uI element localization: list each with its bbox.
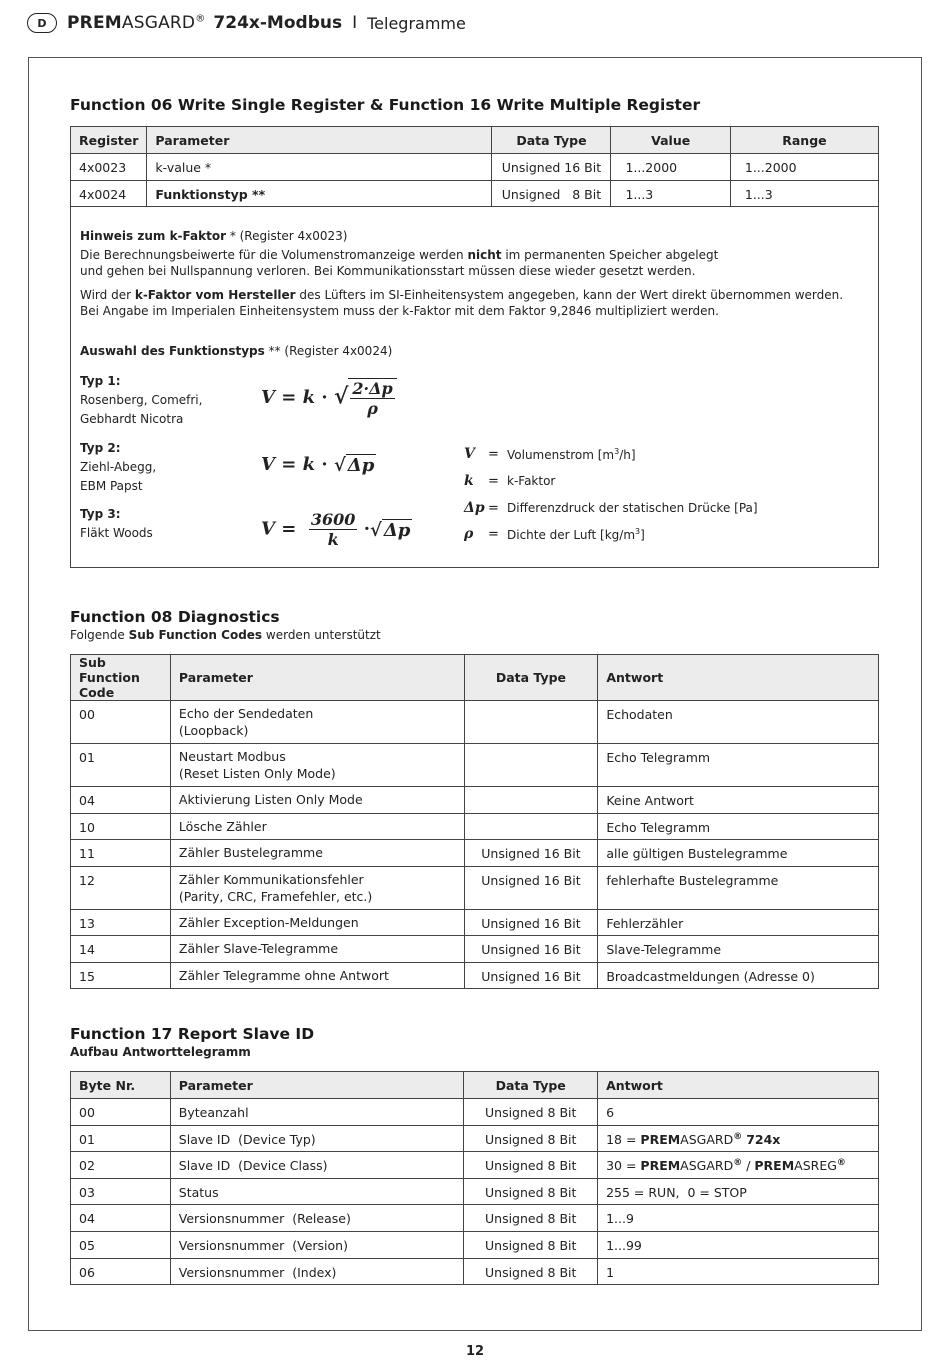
table-row (71, 909, 879, 936)
cell-code: 11 (71, 840, 171, 867)
brand-mark: PREMASGARD® (640, 1131, 743, 1147)
table-row (71, 813, 879, 840)
cell-answer: Fehlerzähler (598, 909, 879, 936)
parameter-line: Echo der Sendedaten (178, 706, 314, 721)
cell-parameter (170, 936, 464, 963)
table-row (71, 1152, 879, 1179)
cell-answer: Slave-Telegramme (598, 936, 879, 963)
cell-data-type: Unsigned 16 Bit (464, 840, 598, 867)
formula-type-3: V = $\frac{3600}{k}$ ·√ Δp (261, 510, 411, 549)
col-register: Register (71, 127, 147, 154)
section-name: Telegramme (367, 13, 466, 33)
cell-parameter: k-value * (147, 154, 492, 181)
type-2-block: Typ 2: Ziehl-Abegg, EBM Papst (80, 441, 157, 493)
table-row (71, 1205, 879, 1232)
cell-parameter (170, 909, 464, 936)
cell-data-type (464, 787, 598, 814)
model-name: 724x-Modbus (213, 13, 343, 33)
cell-answer: 6 (598, 1099, 879, 1126)
cell-data-type: Unsigned 16 Bit (464, 909, 598, 936)
f06-header-row (71, 127, 879, 154)
cell-byte: 05 (71, 1231, 171, 1258)
f06-notes-box: Hinweis zum k-Faktor * (Register 4x0023) Die Berechnungsbeiwerte für die Volumenstromanzeige werden nicht im permanenten Speicher abgelegt und gehen bei Nullspannung verloren. Bei Kommunikationsstart müssen diese wieder gesetzt werden. Wird der k-Faktor vom Hersteller des Lüfters im SI-Einheitensystem angegeben, kann der Wert direkt übernommen werden. Bei Angabe im Imperialen Einheitensystem muss der k-Faktor mit dem Faktor 9,2846 multipliziert werden. Auswahl des Funktionstyps ** (Register 4x0024) Typ 1: Rosenberg, Comefri, Gebhardt Nicotra Typ 2: Ziehl-Abegg, EBM Papst Typ 3: Fläkt Woods V = k · √ $\frac{2\cdot\Delta p}{\rho}$ V = k · √ Δp V = $\frac{3600}{k}$ ·√ Δp V = Volumenstrom $[m^3/h]$ k = k-Faktor Δp = Differenzdruck der statischen Drücke [Pa] ρ = Dichte der Luft $[kg/m^3]$ (70, 206, 879, 568)
cell-data-type (464, 701, 598, 744)
cell-data-type: Unsigned 8 Bit (464, 1099, 598, 1126)
parameter-line: Lösche Zähler (178, 818, 267, 834)
page-number: 12 (465, 1344, 485, 1359)
cell-parameter: Versionsnummer (Release) (170, 1205, 464, 1232)
cell-answer: Broadcastmeldungen (Adresse 0) (598, 962, 879, 989)
type-1-block: Typ 1: Rosenberg, Comefri, Gebhardt Nicotra (80, 374, 203, 426)
legend-text-rho: Dichte der Luft $[kg/m^3]$ (507, 527, 645, 542)
table-row (71, 744, 879, 787)
cell-register: 4x0023 (71, 154, 147, 181)
formula-type-2: V = k · √ Δp (261, 454, 375, 476)
cell-parameter (170, 840, 464, 867)
table-row (71, 1258, 879, 1285)
brand-mark: PREMASGARD® (640, 1158, 743, 1174)
type-3-block: Typ 3: Fläkt Woods (80, 507, 153, 540)
legend-text-k: k-Faktor (507, 474, 556, 488)
cell-code: 10 (71, 813, 171, 840)
cell-parameter: Slave ID (Device Typ) (170, 1125, 464, 1152)
function-type-title: Auswahl des Funktionstyps ** (Register 4x0024) (80, 344, 393, 358)
cell-data-type: Unsigned 16 Bit (464, 866, 598, 909)
cell-parameter (170, 701, 464, 744)
parameter-line: Zähler Exception-Meldungen (178, 914, 359, 930)
f08-title: Function 08 Diagnostics (70, 608, 280, 626)
cell-code: 01 (71, 744, 171, 787)
brand-mark: PREMASREG® (754, 1158, 846, 1174)
f08-header-row (71, 655, 879, 701)
parameter-line: Zähler Telegramme ohne Antwort (178, 967, 389, 983)
legend-symbol-dp: Δp (464, 500, 485, 516)
cell-range: 1...2000 (730, 154, 878, 181)
cell-answer: Keine Antwort (598, 787, 879, 814)
cell-answer: Echo Telegramm (598, 744, 879, 787)
cell-byte: 04 (71, 1205, 171, 1232)
table-row (71, 1125, 879, 1152)
f17-header-row (71, 1072, 879, 1099)
legend-symbol-v: V (464, 446, 475, 462)
parameter-line: (Reset Listen Only Mode) (178, 766, 336, 781)
f08-subtitle: Folgende Sub Function Codes werden unterstützt (70, 628, 381, 642)
col-range: Range (730, 127, 878, 154)
table-row (71, 962, 879, 989)
cell-range: 1...3 (730, 181, 878, 207)
col-parameter: Parameter (170, 1072, 464, 1099)
cell-byte: 02 (71, 1152, 171, 1179)
legend-text-v: Volumenstrom $[m^3/h]$ (507, 447, 636, 462)
table-row (71, 840, 879, 867)
cell-data-type: Unsigned 16 Bit (492, 154, 611, 181)
col-answer: Antwort (598, 1072, 879, 1099)
cell-data-type: Unsigned 8 Bit (464, 1231, 598, 1258)
cell-parameter (170, 813, 464, 840)
f17-subtitle: Aufbau Antworttelegramm (70, 1045, 251, 1059)
parameter-line: Zähler Bustelegramme (178, 845, 323, 860)
col-data-type: Data Type (464, 1072, 598, 1099)
k-factor-title: Hinweis zum k-Faktor * (Register 4x0023) (80, 229, 348, 243)
k-factor-line2: und gehen bei Nullspannung verloren. Bei Kommunikationsstart müssen diese wieder gesetzt werden. (80, 264, 696, 278)
cell-answer: fehlerhafte Bustelegramme (598, 866, 879, 909)
parameter-line: Aktivierung Listen Only Mode (178, 792, 363, 807)
cell-code: 00 (71, 701, 171, 744)
col-parameter: Parameter (147, 127, 492, 154)
table-row (71, 866, 879, 909)
f17-title: Function 17 Report Slave ID (70, 1025, 315, 1043)
cell-code: 15 (71, 962, 171, 989)
cell-value: 1...3 (611, 181, 730, 207)
cell-data-type: Unsigned 8 Bit (464, 1258, 598, 1285)
cell-answer: 1...9 (598, 1205, 879, 1232)
f08-table (70, 654, 879, 989)
cell-parameter: Status (170, 1178, 464, 1205)
legend-symbol-rho: ρ (464, 526, 474, 542)
parameter-line: Neustart Modbus (178, 749, 286, 764)
cell-code: 13 (71, 909, 171, 936)
k-factor-line4: Bei Angabe im Imperialen Einheitensystem muss der k-Faktor mit dem Faktor 9,2846 multipliziert werden. (80, 304, 719, 318)
cell-code: 12 (71, 866, 171, 909)
col-byte-nr: Byte Nr. (71, 1072, 171, 1099)
cell-answer: Echodaten (598, 701, 879, 744)
cell-byte: 00 (71, 1099, 171, 1126)
cell-data-type: Unsigned 8 Bit (492, 181, 611, 207)
legend-text-dp: Differenzdruck der statischen Drücke [Pa] (507, 501, 758, 515)
k-factor-line3: Wird der k-Faktor vom Hersteller des Lüfters im SI-Einheitensystem angegeben, kann der Wert direkt übernommen werden. (80, 288, 844, 302)
cell-answer: Echo Telegramm (598, 813, 879, 840)
cell-parameter: Versionsnummer (Index) (170, 1258, 464, 1285)
cell-register: 4x0024 (71, 181, 147, 207)
cell-parameter (170, 787, 464, 814)
legend-symbol-k: k (464, 473, 474, 489)
cell-parameter: Slave ID (Device Class) (170, 1152, 464, 1179)
cell-data-type (464, 744, 598, 787)
parameter-line: Zähler Kommunikationsfehler (178, 871, 364, 887)
col-parameter: Parameter (170, 655, 464, 701)
table-row (71, 154, 879, 181)
cell-answer: 1...99 (598, 1231, 879, 1258)
cell-data-type: Unsigned 8 Bit (464, 1125, 598, 1152)
table-row (71, 1099, 879, 1126)
cell-byte: 03 (71, 1178, 171, 1205)
cell-data-type: Unsigned 8 Bit (464, 1152, 598, 1179)
brand-name: PREMASGARD® (67, 13, 206, 33)
cell-parameter: Funktionstyp ** (147, 181, 492, 207)
cell-parameter: Versionsnummer (Version) (170, 1231, 464, 1258)
cell-data-type (464, 813, 598, 840)
language-badge: D (27, 13, 57, 33)
f17-table (70, 1071, 879, 1285)
cell-answer: 18 = PREMASGARD® 724x (598, 1125, 879, 1152)
formula-type-1: V = k · √ $\frac{2\cdot\Delta p}{\rho}$ (261, 378, 397, 418)
parameter-line: Zähler Slave-Telegramme (178, 941, 339, 956)
cell-value: 1...2000 (611, 154, 730, 181)
cell-data-type: Unsigned 8 Bit (464, 1178, 598, 1205)
f06-table (70, 126, 879, 207)
col-data-type: Data Type (464, 655, 598, 701)
parameter-line: (Loopback) (178, 723, 249, 738)
k-factor-line1: Die Berechnungsbeiwerte für die Volumenstromanzeige werden nicht im permanenten Speicher abgelegt (80, 248, 719, 262)
table-row (71, 1231, 879, 1258)
cell-data-type: Unsigned 16 Bit (464, 936, 598, 963)
col-data-type: Data Type (492, 127, 611, 154)
cell-data-type: Unsigned 8 Bit (464, 1205, 598, 1232)
page-header (27, 10, 466, 36)
cell-data-type: Unsigned 16 Bit (464, 962, 598, 989)
parameter-line: (Parity, CRC, Framefehler, etc.) (178, 888, 373, 904)
cell-parameter (170, 962, 464, 989)
cell-byte: 01 (71, 1125, 171, 1152)
cell-answer: 1 (598, 1258, 879, 1285)
cell-code: 04 (71, 787, 171, 814)
col-value: Value (611, 127, 730, 154)
col-sub-function-code: Sub Function Code (71, 655, 171, 701)
f06-title: Function 06 Write Single Register & Function 16 Write Multiple Register (70, 96, 701, 114)
table-row (71, 787, 879, 814)
cell-parameter (170, 866, 464, 909)
cell-parameter (170, 744, 464, 787)
col-answer: Antwort (598, 655, 879, 701)
table-row (71, 701, 879, 744)
cell-parameter: Byteanzahl (170, 1099, 464, 1126)
header-separator: I (352, 13, 358, 33)
cell-answer: 30 = PREMASGARD® / PREMASREG® (598, 1152, 879, 1179)
table-row (71, 936, 879, 963)
cell-byte: 06 (71, 1258, 171, 1285)
cell-answer: 255 = RUN, 0 = STOP (598, 1178, 879, 1205)
cell-code: 14 (71, 936, 171, 963)
table-row (71, 1178, 879, 1205)
cell-answer: alle gültigen Bustelegramme (598, 840, 879, 867)
table-row (71, 181, 879, 207)
